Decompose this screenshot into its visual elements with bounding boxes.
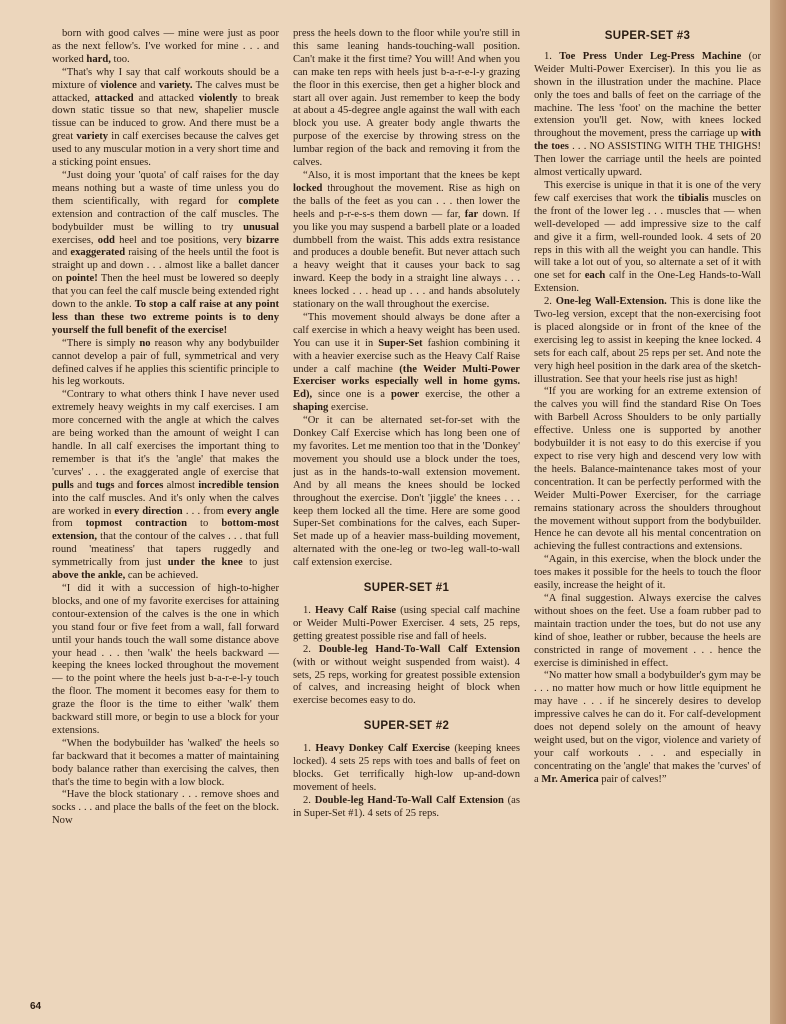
bold-text: tibialis — [678, 192, 709, 204]
paragraph — [293, 312, 520, 415]
bold-text: variety — [76, 131, 109, 143]
superset-3-list — [534, 51, 761, 787]
text-run: “No matter how small a bodybuilder's gym may be . . . no matter how much or how little equipment he may have . . . if he sincerely desires to develop impressive calves he can do it. For calf-development does not depend solely on the amount of heavy weight used, but on the vigor, violence and variety of your calf workouts . . . and especially in concentrating on the 'angle' that makes the 'curves' of a — [534, 670, 761, 785]
bold-text: violence — [100, 79, 137, 91]
paragraph — [534, 51, 761, 180]
text-run: and — [114, 479, 137, 491]
bold-text: incredible tension — [198, 479, 279, 491]
text-run: (or Weider Multi-Power Exerciser). In this you lie as shown in the illustration under the machine. Place only the toes and balls of feet on the carriage of the machine. The less 'foot' on the machine the better extension you'll get. Now, with knees locked throughout the movement, press the carriage up — [534, 50, 761, 140]
paragraph — [52, 789, 279, 828]
text-run: “This movement should always be done after a calf exercise in which a heavy weight has been used. You can use it in — [293, 311, 520, 349]
text-run: (as in Super-Set #1). 4 sets of 25 reps. — [293, 794, 520, 819]
text-columns — [52, 28, 762, 1013]
paragraph — [52, 389, 279, 583]
text-run: throughout the movement. Rise as high on the balls of the feet as you can . . . then lower the heels and p-r-e-s-s them down — far, — [293, 182, 520, 220]
superset-1-list — [293, 605, 520, 708]
bold-text: under the knee — [167, 557, 243, 569]
column-1 — [52, 28, 279, 1013]
paragraph — [534, 296, 761, 386]
bold-text: odd — [97, 234, 115, 246]
text-run: 2. — [544, 296, 556, 308]
bold-text: bottom-most extension, — [52, 518, 279, 543]
text-run: can be achieved. — [125, 570, 199, 582]
bold-text: shaping — [293, 402, 329, 414]
text-run: to just — [242, 557, 279, 569]
paragraph — [293, 743, 520, 795]
paragraph — [52, 583, 279, 738]
bold-text: tugs — [95, 479, 115, 491]
text-run: in calf exercises because the calves get used to any muscular motion in a very short time and a sticking point ensues. — [52, 131, 279, 169]
text-run: heel and toe positions, very — [114, 234, 247, 246]
bold-text: Super-Set — [378, 337, 423, 349]
text-run: raising of the heels until the foot is straight up and down . . . almost like a ballet dancer on — [52, 247, 279, 285]
bold-text: bizarre — [246, 234, 279, 246]
bold-text: Heavy Calf Raise — [315, 604, 397, 616]
text-run: “A final suggestion. Always exercise the calves without shoes on the feet. Use a foam rubber pad to maintain traction under the toes, but do not use any kind of shoe, leather or rubber, because the heels are constricted in range of movement . . . hence the exercise is diminished in effect. — [534, 592, 761, 669]
bold-text: locked — [293, 182, 323, 194]
paragraph — [534, 180, 761, 296]
text-run: reason why any bodybuilder cannot develop a pair of full, symmetrical and very defined calves if he applies this scientific principle to his leg workouts. — [52, 337, 279, 388]
paragraph — [52, 67, 279, 170]
text-run: “Again, in this exercise, when the block under the toes makes it possible for the heels to touch the floor easily, increase the height of it. — [534, 554, 761, 592]
text-run: calf in the One-Leg Hands-to-Wall Extension. — [534, 270, 761, 295]
text-run: This is done like the Two-leg version, except that the non-exercising foot is placed alongside or in front of the knee of the exercising leg to assist in keeping the knee locked. 4 sets for each calf, about 25 reps per set. And note the very high heel position in the dark area of the sketch-illustration. See that your heels rise just as high! — [534, 296, 761, 385]
paragraph — [293, 644, 520, 709]
text-run: and — [52, 247, 71, 259]
paragraph — [534, 670, 761, 786]
bold-text: pulls — [52, 479, 74, 491]
text-run: muscles on the front of the lower leg . . . muscles that — when well-developed — add impressive size to the calf and give it a firm, well-rounded look. 4 sets of 20 reps in this with all the weight you can handle. This will take a lot out of you, so alternate a set of it with one set for — [534, 192, 761, 282]
superset-1-heading: SUPER-SET #1 — [363, 582, 450, 595]
bold-text: topmost contraction — [85, 518, 187, 530]
bold-text: above the ankle, — [52, 570, 126, 582]
text-run: “Have the block stationary . . . remove shoes and socks . . . and place the balls of the feet on the block. Now — [52, 789, 279, 827]
bold-text: complete — [238, 195, 279, 207]
text-run: and — [136, 79, 159, 91]
paragraph — [534, 554, 761, 593]
bold-text: To stop a calf raise at any point less than these two extreme points is to deny yourself the full benefit of the exercise! — [52, 299, 279, 336]
paragraph — [52, 738, 279, 790]
bold-text: violently — [198, 92, 238, 104]
text-run: and — [73, 479, 96, 491]
column-2-body — [293, 28, 520, 570]
text-run: . . . from — [182, 505, 228, 517]
bold-text: no — [139, 337, 151, 349]
text-run: “Just doing your 'quota' of calf raises for the day means nothing but a waste of time unless you do them scientifically, with regard for — [52, 169, 279, 207]
text-run: from — [52, 518, 86, 530]
bold-text: attacked — [94, 92, 134, 104]
bold-text: Double-leg Hand-To-Wall Calf Extension — [318, 643, 520, 655]
paragraph — [293, 170, 520, 312]
text-run: too. — [110, 53, 130, 65]
bold-text: every direction — [114, 505, 183, 517]
text-run: 1. — [303, 743, 316, 755]
bold-text: far — [464, 208, 479, 220]
text-run: fashion combining it with a heavier exercise such as the Heavy Calf Raise under a calf machine — [293, 337, 520, 375]
text-run: “Or it can be alternated set-for-set with the Donkey Calf Exercise which has long been one of my favorites. Let me mention too that in the 'Donkey' movement you should use a block under the toes, just as in the hands-to-wall extension movement. And by all means the knees should be locked throughout the exercise. Don't 'jiggle' the knees . . . keep them locked all the time. Here are some good Super-Set combinations for the calves, each Super-Set made up of a heavier mass-building movement, alternated with the one-leg or two-leg wall-to-wall calf extension exercise. — [293, 415, 520, 569]
superset-3-heading: SUPER-SET #3 — [604, 30, 691, 42]
text-run: that the contour of the calves . . . that full round 'meatiness' that tapers ruggedly and symmetrically from just — [52, 531, 279, 569]
text-run: This exercise is unique in that it is one of the very few calf exercises that work the — [534, 179, 761, 204]
bold-text: One-leg Wall-Extension. — [555, 296, 667, 308]
bold-text: power — [390, 389, 420, 401]
text-run: Then the heel must be lowered so deeply that you can feel the calf muscle being extended right down to the ankle. — [52, 273, 279, 311]
paragraph — [293, 28, 520, 170]
text-run: to — [186, 518, 222, 530]
paragraph — [293, 795, 520, 821]
text-run: 1. — [544, 50, 560, 62]
superset-2-heading: SUPER-SET #2 — [363, 720, 450, 733]
bold-text: (the Weider Multi-Power Exerciser works especially well in home gyms. Ed), — [293, 363, 520, 401]
page-number: 64 — [30, 1001, 42, 1012]
bold-text: each — [584, 270, 606, 282]
bold-text: pointe! — [65, 273, 98, 285]
bold-text: exaggerated — [70, 247, 126, 259]
bold-text: with the toes — [534, 128, 761, 153]
text-run: “If you are working for an extreme extension of the calves you will find the standard Rise On Toes with Barbell Across Shoulders to be only partially effective. Unless one is supported by another bodybuilder it is not easy to do this exercise if you expect to rise very high and descend very low with the heels. Balance-maintenance takes most of your concentration. It can be perfectly performed with the Weider Multi-Power Exerciser, for the carriage remains stationary across the shoulders throughout the movement without support from the bodybuilder. Hence he can devote all his mental concentration on achieving the fullest contractions and extensions. — [534, 386, 761, 553]
text-run: “There is simply — [62, 337, 140, 349]
paragraph — [293, 605, 520, 644]
text-run: (using special calf machine or Weider Multi-Power Exerciser. 4 sets, 25 reps, getting greatest possible rise and fall of heels. — [293, 604, 520, 642]
superset-2-list — [293, 743, 520, 820]
page-edge — [770, 0, 786, 1024]
text-run: to break down static tissue so that new, shapelier muscle tissue can be induced to grow. And there must be a great — [52, 92, 279, 143]
paragraph — [52, 170, 279, 338]
text-run: into the calf muscles. And it's only when the calves are worked in — [52, 492, 279, 517]
text-run: “When the bodybuilder has 'walked' the heels so far backward that it becomes a matter of maintaining body balance rather than exercising the calves, then that's the time to begin with a low block. — [52, 737, 279, 788]
text-run: down. If you like you may suspend a barbell plate or a loaded dumbbell from the waist. This adds extra resistance and produces a double benefit. But never attach such a heavy weight that it causes your back to sag inward. Keep the body in a straight line always . . . knees locked . . . head up . . . and hands absolutely stationary on the wall throughout the exercise. — [293, 208, 520, 311]
text-run: extension and contraction of the calf muscles. The bodybuilder must be willing to try — [52, 208, 279, 233]
text-run: pair of calves!” — [598, 773, 667, 785]
text-run: almost — [163, 479, 199, 491]
text-run: exercise, the other a — [419, 389, 520, 401]
bold-text: Double-leg Hand-To-Wall Calf Extension — [314, 794, 504, 806]
paragraph — [534, 386, 761, 554]
text-run: 1. — [303, 604, 316, 616]
bold-text: variety. — [158, 79, 193, 91]
text-run: 2. — [303, 794, 315, 806]
bold-text: hard, — [86, 53, 111, 65]
text-run: 2. — [303, 643, 319, 655]
paragraph — [52, 28, 279, 67]
text-run: (keeping knees locked). 4 sets 25 reps with toes and balls of feet on blocks. Get terrifically high-low up-and-down movement of heels. — [293, 743, 520, 793]
text-run: “Contrary to what others think I have never used extremely heavy weights in my calf exercises. I am more concerned with the angle at which the calves are being worked than the amount of weight I can handle. In all calf exercises the important thing to remember is that it's the 'angle' that makes the 'curves' . . . the exaggerated angle of exercise that — [52, 389, 279, 478]
paragraph — [293, 415, 520, 570]
bold-text: unusual — [243, 221, 279, 233]
text-run: The calves must be attacked, — [52, 79, 279, 104]
bold-text: forces — [136, 479, 164, 491]
text-run: (with or without weight suspended from waist). 4 sets, 25 reps, working for greatest possible extension of calves, and increasing height of block when exercise becomes easy to do. — [293, 656, 520, 707]
bold-text: Heavy Donkey Calf Exercise — [315, 743, 450, 755]
text-run: “That's why I say that calf workouts should be a mixture of — [52, 66, 279, 91]
column-2 — [293, 28, 520, 1013]
paragraph — [52, 338, 279, 390]
text-run: born with good calves — mine were just as poor as the next fellow's. I've worked for mine . . . and worked — [52, 28, 279, 65]
text-run: since one is a — [312, 389, 391, 401]
text-run: “I did it with a succession of high-to-higher blocks, and one of my favorite exercises for attaining contour-extension of the calves is the one in which you stand four or five feet from a wall, fall forward until your hands touch the wall some distance above your head . . . then 'walk' the heels backward — keeping the knees locked throughout the movement — to the point where the heels just b-a-r-e-l-y touch the floor. The moment it becomes easy for them to graze the floor is the time to either 'walk' them backward still more, or begin to use a block for your extensions. — [52, 582, 279, 736]
bold-text: every angle — [227, 505, 279, 517]
paragraph — [534, 593, 761, 670]
text-run: “Also, it is most important that the knees be kept — [303, 169, 520, 181]
text-run: exercises, — [52, 234, 98, 246]
text-run: press the heels down to the floor while you're still in this same leaning hands-touching-wall position. Can't make it the first time? You will! And when you can make ten reps with heels just b-a-r-e-l-y grazing the floor in this exercise, then get a higher block and start all over again. Just remember to keep the body at about a 45-degree angle against the wall with each block you use. A greater body angle thwarts the purpose of the exercise by throwing stress on the lumbar region of the back and removing it from the calves. — [293, 28, 520, 169]
column-3 — [534, 28, 761, 1013]
text-run: and attacked — [133, 92, 199, 104]
text-run: . . . NO ASSISTING WITH THE THIGHS! Then lower the carriage until the heels are pointed almost vertically upward. — [534, 141, 761, 179]
bold-text: Toe Press Under Leg-Press Machine — [559, 50, 742, 62]
bold-text: Mr. America — [541, 773, 599, 785]
text-run: exercise. — [328, 402, 369, 414]
